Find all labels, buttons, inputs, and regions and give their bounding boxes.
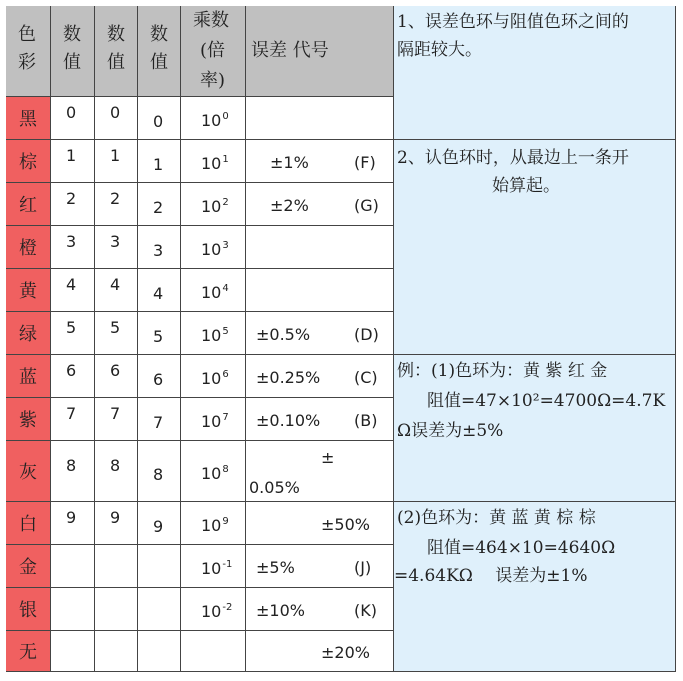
note-start-line: 2、认色环时，从最边上一条开 [397,148,629,168]
digit2-value: 1 [110,146,121,165]
digit1-cell [51,97,95,140]
digit1-cell [51,441,95,502]
header-multiplier-line-2: 率) [200,70,226,91]
digit1-cell [51,502,95,545]
tolerance-code: (G) [354,196,379,215]
color-cell [6,183,51,226]
multiplier-cell [181,631,246,672]
header-color [6,6,51,97]
digit2-cell [95,312,138,355]
digit1-value: 3 [66,232,77,251]
multiplier-value [201,112,229,133]
multiplier-cell [181,269,246,312]
multiplier-base: 10 [201,326,222,345]
header-digit2-line-1: 值 [107,52,125,73]
multiplier-cell [181,398,246,441]
tolerance-value-line1: ± [321,448,335,467]
multiplier-exponent: 4 [222,283,229,294]
digit2-cell [95,588,138,631]
tolerance-code: (D) [354,325,379,344]
header-color-line-0: 色 [18,24,36,45]
digit2-value: 5 [110,318,121,337]
multiplier-base: 10 [201,412,222,431]
multiplier-exponent: -2 [222,602,233,613]
digit1-cell [51,545,95,588]
digit3-cell [138,545,181,588]
tolerance-value: ±2% [270,196,309,215]
color-cell [6,545,51,588]
digit1-value: 0 [66,103,77,122]
digit2-cell [95,441,138,502]
tolerance-code: (J) [354,558,372,577]
note-start-line: 始算起。 [492,176,560,196]
digit2-value: 2 [110,189,121,208]
digit1-cell [51,355,95,398]
multiplier-base: 10 [201,559,222,578]
digit3-cell [138,441,181,502]
color-name: 黄 [19,281,37,302]
digit1-value: 8 [66,456,77,475]
digit3-cell [138,226,181,269]
multiplier-base: 10 [201,154,222,173]
header-digit2-line-0: 数 [107,24,125,45]
note-gap-line: 隔距较大。 [397,40,482,60]
multiplier-base: 10 [201,240,222,259]
tolerance-value: ±0.25% [256,368,321,387]
digit2-value: 0 [110,103,121,122]
color-name: 红 [19,195,37,216]
tolerance-cell [246,502,394,545]
color-cell [6,97,51,140]
multiplier-cell [181,355,246,398]
digit1-value: 5 [66,318,77,337]
tolerance-code: (B) [354,411,378,430]
color-cell [6,140,51,183]
digit1-cell [51,183,95,226]
multiplier-value [201,284,229,305]
digit2-cell [95,226,138,269]
note-example1 [394,355,676,502]
multiplier-base: 10 [201,516,222,535]
multiplier-value [201,603,232,624]
digit3-cell [138,140,181,183]
header-tolerance [246,6,394,97]
digit3-cell [138,631,181,672]
multiplier-cell [181,312,246,355]
digit3-cell [138,398,181,441]
tolerance-code: (F) [354,153,376,172]
color-name: 橙 [19,238,37,259]
note-example2 [394,502,676,672]
digit1-value: 6 [66,361,77,380]
multiplier-value [201,465,229,486]
multiplier-exponent: 6 [222,369,229,380]
tolerance-cell [246,269,394,312]
multiplier-exponent: 2 [222,197,229,208]
multiplier-value [201,560,232,581]
color-name: 无 [19,642,37,663]
multiplier-cell [181,502,246,545]
header-digit3-line-0: 数 [150,24,168,45]
note-start [394,140,676,355]
color-cell [6,269,51,312]
color-cell [6,588,51,631]
digit1-value: 1 [66,146,77,165]
multiplier-base: 10 [201,197,222,216]
digit1-cell [51,312,95,355]
digit3-value: 4 [153,284,164,303]
digit2-cell [95,97,138,140]
digit3-value: 0 [153,112,164,131]
multiplier-cell [181,545,246,588]
color-name: 绿 [19,324,37,345]
digit3-cell [138,355,181,398]
multiplier-exponent: 3 [222,240,229,251]
color-name: 银 [19,600,37,621]
color-cell [6,226,51,269]
digit2-value: 6 [110,361,121,380]
color-name: 蓝 [19,367,37,388]
tolerance-cell [246,441,394,502]
color-name: 紫 [19,410,37,431]
digit2-cell [95,545,138,588]
tolerance-cell [246,631,394,672]
multiplier-cell [181,441,246,502]
multiplier-value [201,517,229,538]
digit1-cell [51,226,95,269]
header-digit1 [51,6,95,97]
digit3-cell [138,588,181,631]
multiplier-exponent: 5 [222,326,229,337]
header-multiplier-line-0: 乘数 [193,10,229,31]
color-cell [6,441,51,502]
digit2-cell [95,631,138,672]
multiplier-value [201,327,229,348]
digit1-cell [51,588,95,631]
header-multiplier-line-1: (倍 [200,40,226,61]
note-example2-line: (2)色环为：黄 蓝 黄 棕 棕 [397,508,596,528]
tolerance-value: ±50% [321,515,370,534]
digit1-cell [51,398,95,441]
digit2-cell [95,355,138,398]
header-digit2 [95,6,138,97]
tolerance-code: (K) [354,601,377,620]
digit2-cell [95,140,138,183]
digit2-value: 3 [110,232,121,251]
color-cell [6,398,51,441]
digit3-value: 9 [153,517,164,536]
color-cell [6,631,51,672]
tolerance-cell [246,97,394,140]
multiplier-base: 10 [201,369,222,388]
note-example1-line: 例：(1)色环为：黄 紫 红 金 [397,361,608,381]
color-name: 白 [19,514,37,535]
digit3-value: 7 [153,413,164,432]
digit1-value: 7 [66,404,77,423]
note-example1-line: Ω误差为±5% [397,421,504,441]
digit3-value: 1 [153,155,164,174]
multiplier-exponent: 7 [222,412,229,423]
multiplier-base: 10 [201,464,222,483]
header-multiplier [181,6,246,97]
header-color-line-1: 彩 [18,52,36,73]
digit1-cell [51,140,95,183]
digit3-value: 8 [153,465,164,484]
digit3-value: 5 [153,327,164,346]
digit2-value: 8 [110,456,121,475]
digit3-value: 3 [153,241,164,260]
multiplier-cell [181,183,246,226]
multiplier-cell [181,588,246,631]
header-digit1-line-1: 值 [63,52,81,73]
multiplier-base: 10 [201,111,222,130]
digit3-cell [138,183,181,226]
multiplier-value [201,198,229,219]
digit3-value: 6 [153,370,164,389]
tolerance-value: ±1% [270,153,309,172]
multiplier-value [201,155,229,176]
digit3-cell [138,502,181,545]
note-gap-line: 1、误差色环与阻值色环之间的 [397,12,629,32]
tolerance-value: ±20% [321,643,370,662]
multiplier-base: 10 [201,283,222,302]
digit1-value: 2 [66,189,77,208]
tolerance-value-line2: 0.05% [249,478,300,497]
multiplier-cell [181,140,246,183]
digit2-cell [95,183,138,226]
multiplier-exponent: 0 [222,111,229,122]
digit2-value: 9 [110,508,121,527]
note-example1-line: 阻值=47×10²=4700Ω=4.7K [427,391,666,411]
color-name: 黑 [19,109,37,130]
digit2-cell [95,398,138,441]
tolerance-code: (C) [354,368,378,387]
color-cell [6,355,51,398]
multiplier-exponent: -1 [222,559,233,570]
digit3-cell [138,269,181,312]
color-name: 灰 [19,462,37,483]
digit3-value: 2 [153,198,164,217]
multiplier-cell [181,226,246,269]
tolerance-cell [246,183,394,226]
note-gap [394,6,676,140]
digit3-cell [138,312,181,355]
multiplier-exponent: 1 [222,154,229,165]
digit2-cell [95,502,138,545]
header-digit1-line-0: 数 [63,24,81,45]
color-name: 金 [19,557,37,578]
color-cell [6,312,51,355]
tolerance-cell [246,226,394,269]
tolerance-value: ±5% [256,558,295,577]
multiplier-cell [181,97,246,140]
digit2-value: 7 [110,404,121,423]
note-example2-line: 阻值=464×10=4640Ω [427,538,616,558]
multiplier-value [201,370,229,391]
tolerance-cell [246,355,394,398]
tolerance-cell [246,588,394,631]
digit1-cell [51,269,95,312]
multiplier-exponent: 8 [222,464,229,475]
tolerance-value: ±0.5% [256,325,311,344]
digit2-cell [95,269,138,312]
tolerance-cell [246,545,394,588]
note-example2-line: =4.64KΩ 误差为±1% [394,566,588,586]
digit1-cell [51,631,95,672]
digit2-value: 4 [110,275,121,294]
multiplier-value [201,413,229,434]
digit1-value: 9 [66,508,77,527]
header-tolerance-label: 误差 代号 [251,40,329,61]
multiplier-value [201,241,229,262]
multiplier-exponent: 9 [222,516,229,527]
tolerance-cell [246,140,394,183]
digit3-cell [138,97,181,140]
multiplier-base: 10 [201,602,222,621]
digit1-value: 4 [66,275,77,294]
tolerance-value: ±0.10% [256,411,321,430]
tolerance-value: ±10% [256,601,305,620]
color-cell [6,502,51,545]
color-name: 棕 [19,152,37,173]
header-digit3 [138,6,181,97]
header-digit3-line-1: 值 [150,52,168,73]
tolerance-cell [246,312,394,355]
tolerance-cell [246,398,394,441]
